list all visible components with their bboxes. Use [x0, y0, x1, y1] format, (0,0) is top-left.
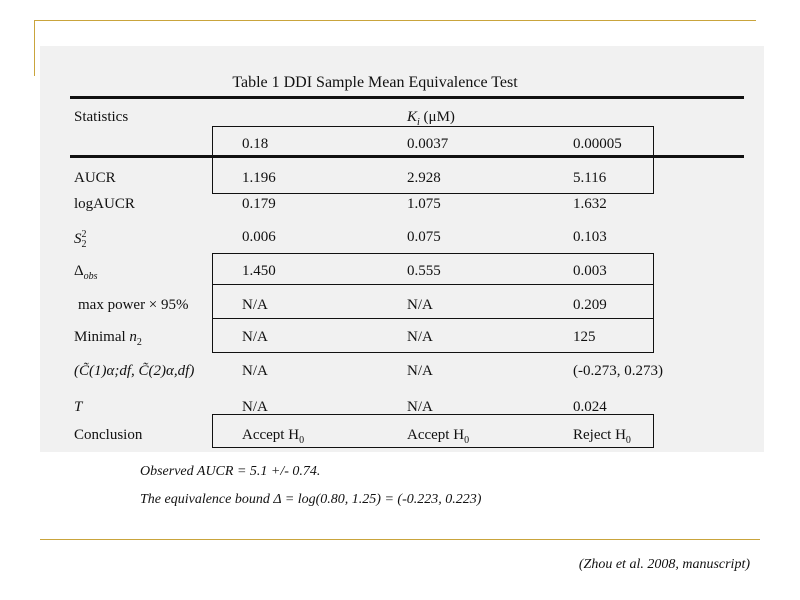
- row-label-conclusion: Conclusion: [74, 427, 143, 443]
- aucr-value-2: 2.928: [407, 170, 441, 186]
- table-image-panel: [40, 46, 764, 452]
- conclusion-value-3: Reject $H_0$: [573, 427, 631, 446]
- aucr-value-3: 5.116: [573, 170, 607, 186]
- ki-value-1: 0.18: [242, 136, 269, 152]
- row-label-max-power: max power × 95%: [78, 297, 189, 313]
- delta-value-2: 0.555: [407, 263, 441, 279]
- ki-value-2: 0.0037: [407, 136, 449, 152]
- row-label-confidence-interval: (C̃(1)α;df, C̃(2)α,df): [74, 363, 195, 379]
- ci-value-3: (-0.273, 0.273): [573, 363, 663, 379]
- bottom-accent-rule: [40, 539, 760, 540]
- table-top-rule: [70, 96, 744, 99]
- row-label-aucr: AUCR: [74, 170, 116, 186]
- highlight-box-conclusion: [212, 414, 654, 448]
- delta-value-1: 1.450: [242, 263, 276, 279]
- citation: (Zhou et al. 2008, manuscript): [578, 557, 750, 572]
- max-power-value-1: N/A: [242, 297, 268, 313]
- variance-value-2: 0.075: [407, 229, 441, 245]
- row-label-variance: $S^2_2$: [74, 229, 87, 250]
- row-label-delta: $\Delta_{obs}$: [74, 263, 98, 282]
- t-value-3: 0.024: [573, 399, 607, 415]
- delta-value-3: 0.003: [573, 263, 607, 279]
- box-divider-1: [212, 284, 653, 285]
- minimal-value-3: 125: [573, 329, 596, 345]
- max-power-value-2: N/A: [407, 297, 433, 313]
- row-label-t: T: [74, 399, 83, 415]
- row-label-logaucr: logAUCR: [74, 196, 135, 212]
- minimal-value-1: N/A: [242, 329, 268, 345]
- minimal-value-2: N/A: [407, 329, 433, 345]
- ki-header: $K_i$ (μM): [407, 109, 455, 128]
- t-value-1: N/A: [242, 399, 268, 415]
- highlight-box-delta-minimal: [212, 253, 654, 353]
- aucr-value-1: 1.196: [242, 170, 276, 186]
- variance-value-3: 0.103: [573, 229, 607, 245]
- statistics-header: Statistics: [74, 109, 129, 125]
- ci-value-1: N/A: [242, 363, 268, 379]
- logaucr-value-1: 0.179: [242, 196, 276, 212]
- ci-value-2: N/A: [407, 363, 433, 379]
- ki-value-3: 0.00005: [573, 136, 622, 152]
- conclusion-value-1: Accept $H_0$: [242, 427, 305, 446]
- table-caption: Table 1 DDI Sample Mean Equivalence Test: [232, 74, 518, 91]
- highlight-box-ki-aucr: [212, 126, 654, 194]
- top-accent-rule: [34, 20, 756, 21]
- logaucr-value-3: 1.632: [573, 196, 607, 212]
- logaucr-value-2: 1.075: [407, 196, 441, 212]
- row-label-minimal-n2: Minimal $n_2$: [74, 329, 142, 348]
- note-equivalence-bound: The equivalence bound Δ = log(0.80, 1.25) = (-0.223, 0.223): [140, 492, 482, 507]
- max-power-value-3: 0.209: [573, 297, 607, 313]
- conclusion-value-2: Accept $H_0$: [407, 427, 470, 446]
- t-value-2: N/A: [407, 399, 433, 415]
- note-observed-aucr: Observed AUCR = 5.1 +/- 0.74.: [140, 464, 321, 479]
- box-divider-2: [212, 318, 653, 319]
- left-accent-rule: [34, 20, 35, 76]
- variance-value-1: 0.006: [242, 229, 276, 245]
